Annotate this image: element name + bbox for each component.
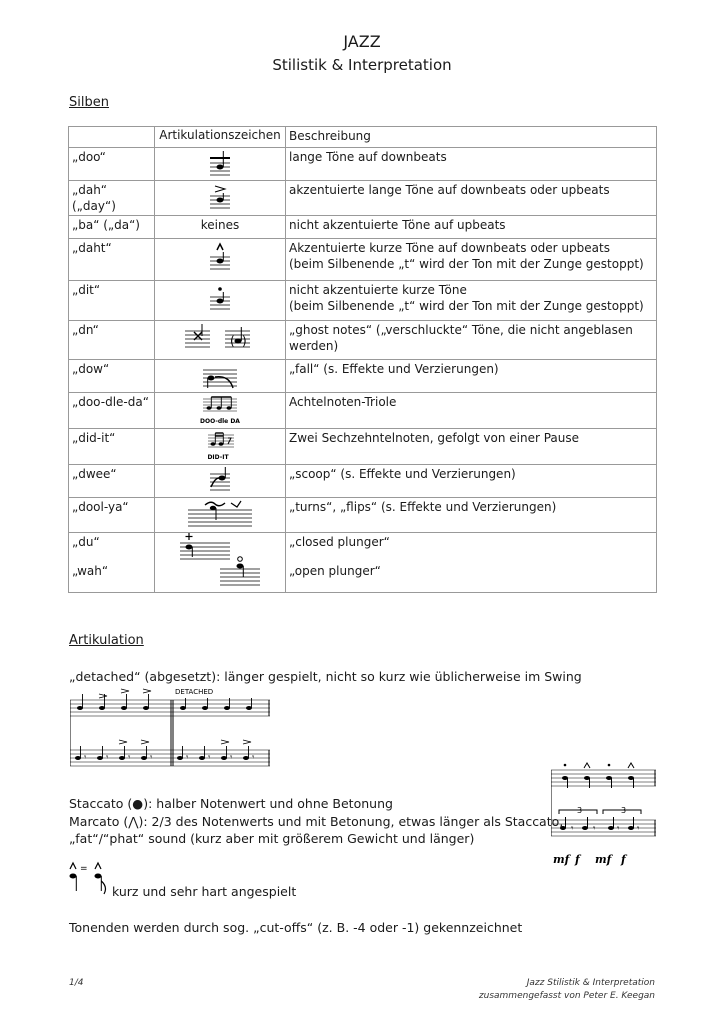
description-cell: „ghost notes“ („verschluckte“ Töne, die nicht angeblasen werden) [286,321,657,360]
syllable-cell: „did-it“ [69,429,155,465]
sixteenth-pair-icon [200,429,240,463]
footer-title: Jazz Stilistik & Interpretation [526,978,655,988]
footer-author: zusammengefasst von Peter E. Keegan [478,991,655,1001]
symbol-cell [155,465,286,498]
syllable-line: „du“ [72,535,100,549]
page-subtitle: Stilistik & Interpretation [272,56,452,74]
description-cell [286,533,657,593]
svg-text:): ) [242,334,247,348]
tenuto-note-icon [200,148,240,179]
syllable-cell: „dwee“ [69,465,155,498]
svg-text:𝄾: 𝄾 [230,753,233,763]
plunger-icon [170,533,270,591]
symbol-cell [155,239,286,281]
symbol-cell [155,393,286,429]
detached-notation [70,686,270,778]
description-cell: „fall“ (s. Effekte und Verzierungen) [286,360,657,393]
svg-text:𝄾: 𝄾 [617,824,620,834]
page-title: JAZZ [343,32,381,51]
table-row [69,181,657,216]
description-cell: lange Töne auf downbeats [286,148,657,181]
symbol-cell [155,429,286,465]
fat-sound-text: „fat“/“phat“ sound (kurz aber mit größerem Gewicht und länger) [69,831,475,846]
description-line: (beim Silbenende „t“ wird der Ton mit der Zunge gestoppt) [289,299,644,313]
table-row [69,465,657,498]
triplet-icon [195,393,245,427]
triplet-number: 3 [621,806,627,815]
equals-sign: = [80,864,88,874]
table-row [69,429,657,465]
description-cell [286,239,657,281]
table-row [69,281,657,321]
syllable-cell: „doo“ [69,148,155,181]
syllable-cell: „dn“ [69,321,155,360]
symbol-cell: keines [155,216,286,239]
svg-text:𝄾: 𝄾 [150,753,153,763]
dynamic-mf: mf [553,853,570,866]
symbol-cell [155,498,286,533]
silben-table [68,126,657,593]
description-cell: „turns“, „flips“ (s. Effekte und Verzierungen) [286,498,657,533]
syllable-cell: „dow“ [69,360,155,393]
did-it-syllable-label: DID-IT [207,454,229,461]
symbol-cell [155,281,286,321]
dynamic-mf: mf [595,853,612,866]
svg-text:𝄾: 𝄾 [128,753,131,763]
silben-heading: Silben [69,95,109,110]
syllable-cell: „dit“ [69,281,155,321]
syllable-cell: „ba“ („da“) [69,216,155,239]
detached-label: DETACHED [175,688,214,696]
marcato-equivalence-icon [68,861,114,897]
table-row [69,498,657,533]
table-row [69,239,657,281]
description-cell: Zwei Sechzehntelnoten, gefolgt von einer Pause [286,429,657,465]
syllable-cell [69,533,155,593]
table-row [69,321,657,360]
svg-text:𝄾: 𝄾 [252,753,255,763]
turn-icon [185,498,255,531]
description-cell: nicht akzentuierte Töne auf upbeats [286,216,657,239]
symbol-cell [155,321,286,360]
description-cell: Achtelnoten-Triole [286,393,657,429]
marcato-note-icon [200,239,240,277]
table-row [69,360,657,393]
svg-text:𝄾: 𝄾 [84,753,87,763]
dynamic-f: f [621,853,626,866]
syllable-cell: „dool-ya“ [69,498,155,533]
col-header-syllable [69,127,155,148]
marcato-text: Marcato (⋀): 2/3 des Notenwerts und mit Betonung, etwas länger als Staccato, [69,814,564,829]
svg-text:𝄾: 𝄾 [106,753,109,763]
description-line: Akzentuierte kurze Töne auf downbeats oder upbeats [289,241,610,255]
fall-icon [195,360,245,391]
triplet-syllable-label: DOO-dle DA [200,418,240,425]
svg-text:𝄾: 𝄾 [208,753,211,763]
description-line: „closed plunger“ [289,535,390,549]
page-number: 1/4 [69,978,84,988]
triplet-number: 3 [577,806,583,815]
table-row [69,533,657,593]
staccato-text: Staccato (●): halber Notenwert und ohne Betonung [69,796,393,811]
description-cell: akzentuierte lange Töne auf downbeats oder upbeats [286,181,657,216]
svg-text:𝄾: 𝄾 [637,824,640,834]
cutoff-text: Tonenden werden durch sog. „cut-offs“ (z. B. -4 oder -1) gekennzeichnet [69,920,523,935]
col-header-symbol: Artikulationszeichen [155,127,286,148]
symbol-cell [155,148,286,181]
scoop-icon [200,465,240,496]
hart-text: kurz und sehr hart angespielt [112,884,297,899]
description-line: „open plunger“ [289,564,381,578]
table-row [69,216,657,239]
description-cell: „scoop“ (s. Effekte und Verzierungen) [286,465,657,498]
ghost-note-icon [180,321,260,357]
svg-text:𝄾: 𝄾 [186,753,189,763]
description-line: nicht akzentuierte kurze Töne [289,283,467,297]
artikulation-heading: Artikulation [69,633,144,648]
syllable-cell: „daht“ [69,239,155,281]
svg-text:𝄾: 𝄾 [593,824,596,834]
syllable-cell: „dah“ („day“) [69,181,155,216]
col-header-description: Beschreibung [286,127,657,148]
syllable-line: „wah“ [72,564,109,578]
marcato-notation [551,760,661,876]
symbol-cell [155,360,286,393]
description-line: (beim Silbenende „t“ wird der Ton mit der Zunge gestoppt) [289,257,644,271]
description-cell [286,281,657,321]
table-row [69,393,657,429]
syllable-cell: „doo-dle-da“ [69,393,155,429]
symbol-cell [155,533,286,593]
symbol-cell [155,181,286,216]
accent-note-icon [200,181,240,214]
dynamic-f: f [575,853,580,866]
svg-text:𝄾: 𝄾 [571,824,574,834]
table-row [69,148,657,181]
staccato-note-icon [200,281,240,317]
detached-text: „detached“ (abgesetzt): länger gespielt, nicht so kurz wie üblicherweise im Swing [69,669,582,684]
svg-text:(: ( [230,334,235,348]
